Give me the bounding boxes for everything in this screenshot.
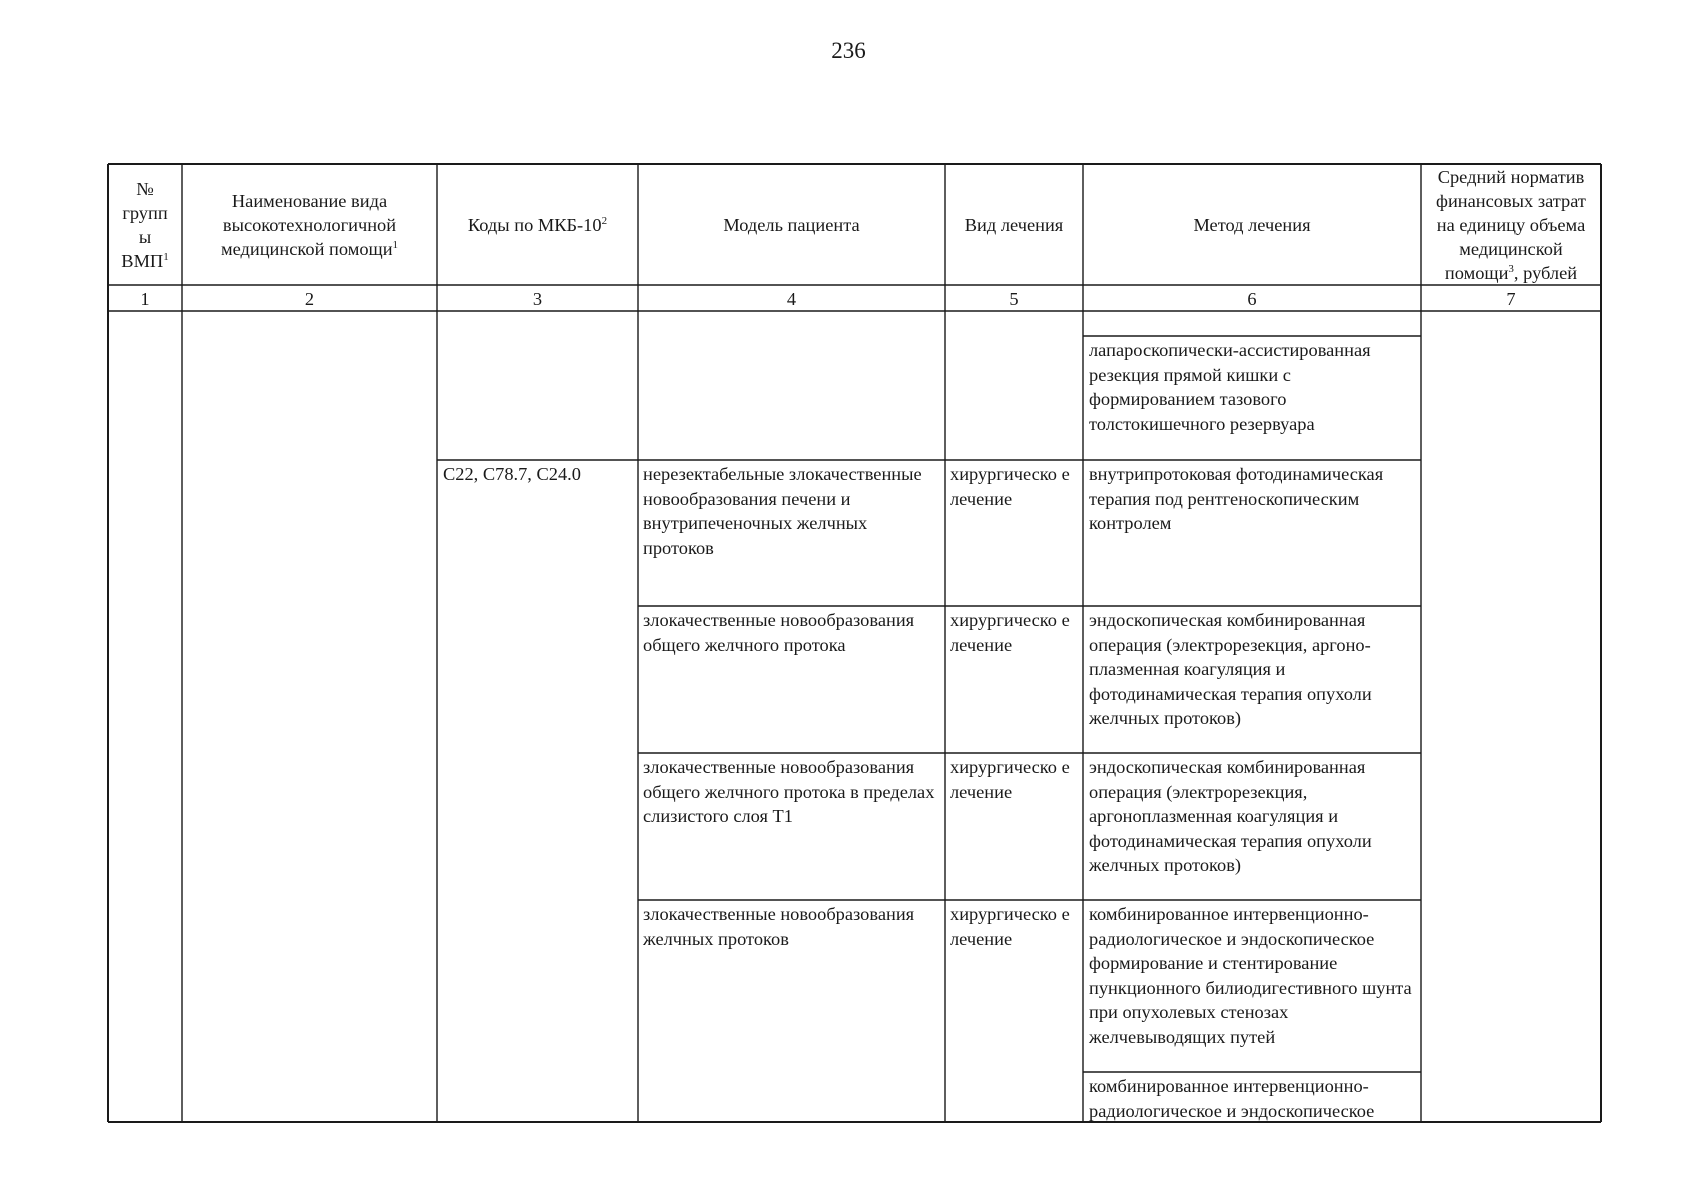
page-number: 236	[831, 38, 866, 63]
table-row-method: эндоскопическая комбинированная операция (электрорезекция, аргоно-плазменная коагуляция и фотодинамическая терапия опухоли желчных протоков)	[1089, 610, 1372, 728]
table-row-method: комбинированное интервенционно-радиологическое и эндоскопическое	[1089, 1076, 1375, 1121]
col-number-7: 7	[1506, 289, 1516, 309]
table-row-treatment: хирургическо е лечение	[950, 757, 1070, 802]
col-number-3: 3	[532, 289, 543, 309]
header-treatment-method: Метод лечения	[1193, 214, 1311, 235]
header-icd-codes: Коды по МКБ-$10^2$	[467, 214, 608, 235]
header-group-number: № групп ы ВМП$^1$	[121, 178, 169, 271]
col-number-1: 1	[140, 289, 150, 309]
col-number-6: 6	[1247, 289, 1257, 309]
table-row-patient: злокачественные новообразования желчных протоков	[643, 904, 915, 949]
header-care-type-name: Наименование вида высокотехнологичной медицинской помощи$^1$	[220, 190, 399, 259]
header-cost-standard: Средний норматив финансовых затрат на единицу объема медицинской помощи$^3$, рублей	[1436, 167, 1586, 283]
table-row-patient: злокачественные новообразования общего желчного протока	[643, 610, 915, 655]
table-row-patient: нерезектабельные злокачественные новообразования печени и внутрипеченочных желчных протоков	[643, 464, 922, 558]
table-row-patient: злокачественные новообразования общего желчного протока в пределах слизистого слоя T1	[643, 757, 935, 826]
header-treatment-type: Вид лечения	[964, 214, 1064, 235]
table-row-method: внутрипротоковая фотодинамическая терапия под рентгеноскопическим контролем	[1089, 464, 1384, 533]
header-patient-model: Модель пациента	[723, 214, 860, 235]
col-number-4: 4	[786, 289, 797, 309]
col-number-2: 2	[304, 289, 315, 309]
table-row-method: эндоскопическая комбинированная операция (электрорезекция, аргоноплазменная коагуляция и фотодинамическая терапия опухоли желчных протоков)	[1089, 757, 1372, 875]
table-row-treatment: хирургическо е лечение	[950, 904, 1070, 949]
table-row-treatment: хирургическо е лечение	[950, 464, 1070, 509]
table-row-treatment: хирургическо е лечение	[950, 610, 1070, 655]
col-number-5: 5	[1009, 289, 1019, 309]
table-row-codes: C22, C78.7, C24.0	[443, 464, 581, 484]
table-row-method: лапароскопически-ассистированная резекция прямой кишки с формированием тазового толстокишечного резервуара	[1089, 340, 1371, 434]
table-row-method: комбинированное интервенционно-радиологическое и эндоскопическое формирование и стентирование пункционного билиодигестивного шунта при опухолевых стенозах желчевыводящих путей	[1089, 904, 1412, 1047]
